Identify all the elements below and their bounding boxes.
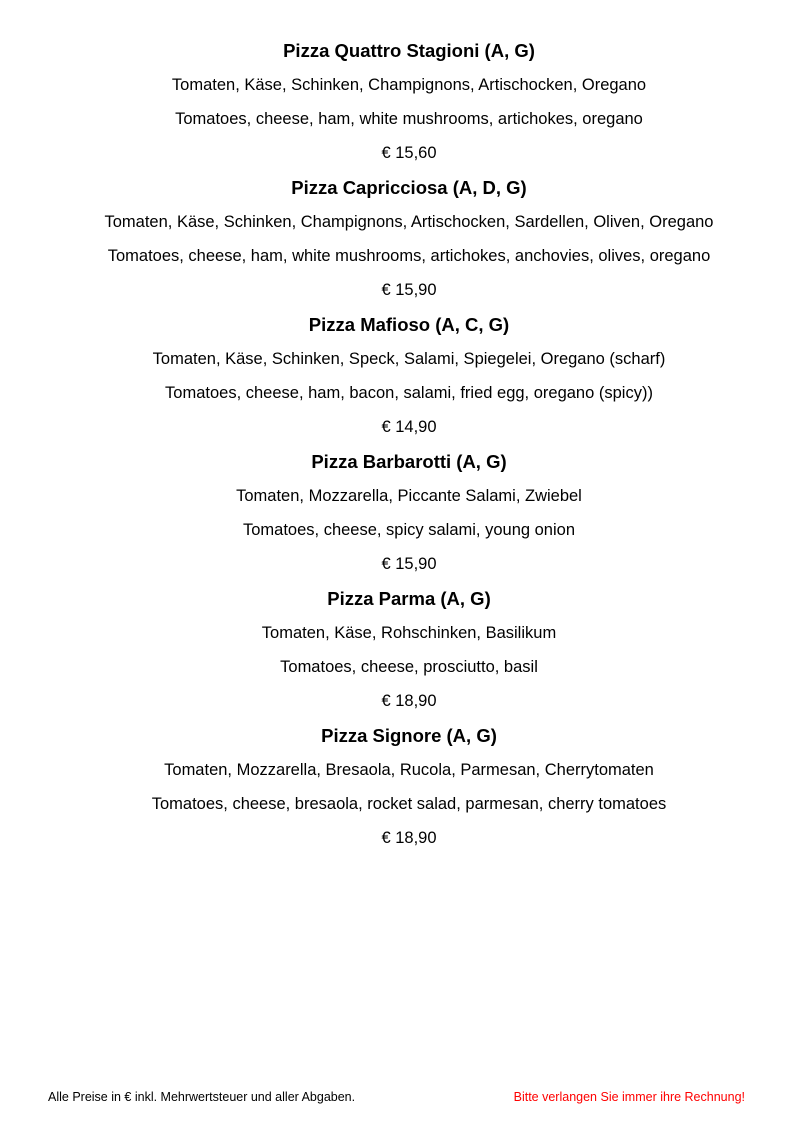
item-description-english: Tomatoes, cheese, prosciutto, basil xyxy=(280,658,538,676)
item-description-german: Tomaten, Käse, Rohschinken, Basilikum xyxy=(261,624,557,642)
item-price: € 15,60 xyxy=(381,144,437,162)
menu-item-parma xyxy=(0,585,793,715)
footer-receipt-note: Bitte verlangen Sie immer ihre Rechnung! xyxy=(513,1090,745,1104)
footer-price-note: Alle Preise in € inkl. Mehrwertsteuer und aller Abgaben. xyxy=(48,1090,356,1104)
item-name: Pizza Quattro Stagioni (A, G) xyxy=(283,40,535,61)
item-description-german: Tomaten, Käse, Schinken, Champignons, Artischocken, Sardellen, Oliven, Oregano xyxy=(104,213,714,231)
item-name: Pizza Capricciosa (A, D, G) xyxy=(291,177,527,198)
menu-item-capricciosa xyxy=(0,174,793,304)
item-name: Pizza Signore (A, G) xyxy=(321,725,497,746)
page-footer xyxy=(0,1087,793,1107)
item-description-english: Tomatoes, cheese, ham, white mushrooms, artichokes, anchovies, olives, oregano xyxy=(107,247,711,265)
item-price: € 18,90 xyxy=(381,829,437,847)
item-price: € 18,90 xyxy=(381,692,437,710)
item-description-german: Tomaten, Mozzarella, Bresaola, Rucola, Parmesan, Cherrytomaten xyxy=(164,761,654,779)
item-description-english: Tomatoes, cheese, ham, white mushrooms, artichokes, oregano xyxy=(175,110,643,128)
item-description-english: Tomatoes, cheese, ham, bacon, salami, fried egg, oregano (spicy)) xyxy=(165,384,653,402)
item-name: Pizza Parma (A, G) xyxy=(327,588,491,609)
item-price: € 14,90 xyxy=(381,418,437,436)
menu-item-mafioso xyxy=(0,311,793,441)
item-description-german: Tomaten, Käse, Schinken, Champignons, Artischocken, Oregano xyxy=(171,76,647,94)
item-description-english: Tomatoes, cheese, spicy salami, young onion xyxy=(242,521,575,539)
menu-item-barbarotti xyxy=(0,448,793,578)
pizza-menu xyxy=(0,37,793,859)
item-name: Pizza Mafioso (A, C, G) xyxy=(308,314,510,335)
menu-item-quattro-stagioni xyxy=(0,37,793,167)
item-name: Pizza Barbarotti (A, G) xyxy=(311,451,507,472)
item-price: € 15,90 xyxy=(381,555,437,573)
item-description-english: Tomatoes, cheese, bresaola, rocket salad, parmesan, cherry tomatoes xyxy=(151,795,667,813)
menu-item-signore xyxy=(0,722,793,852)
item-description-german: Tomaten, Mozzarella, Piccante Salami, Zwiebel xyxy=(236,487,582,505)
item-price: € 15,90 xyxy=(381,281,437,299)
item-description-german: Tomaten, Käse, Schinken, Speck, Salami, Spiegelei, Oregano (scharf) xyxy=(152,350,666,368)
